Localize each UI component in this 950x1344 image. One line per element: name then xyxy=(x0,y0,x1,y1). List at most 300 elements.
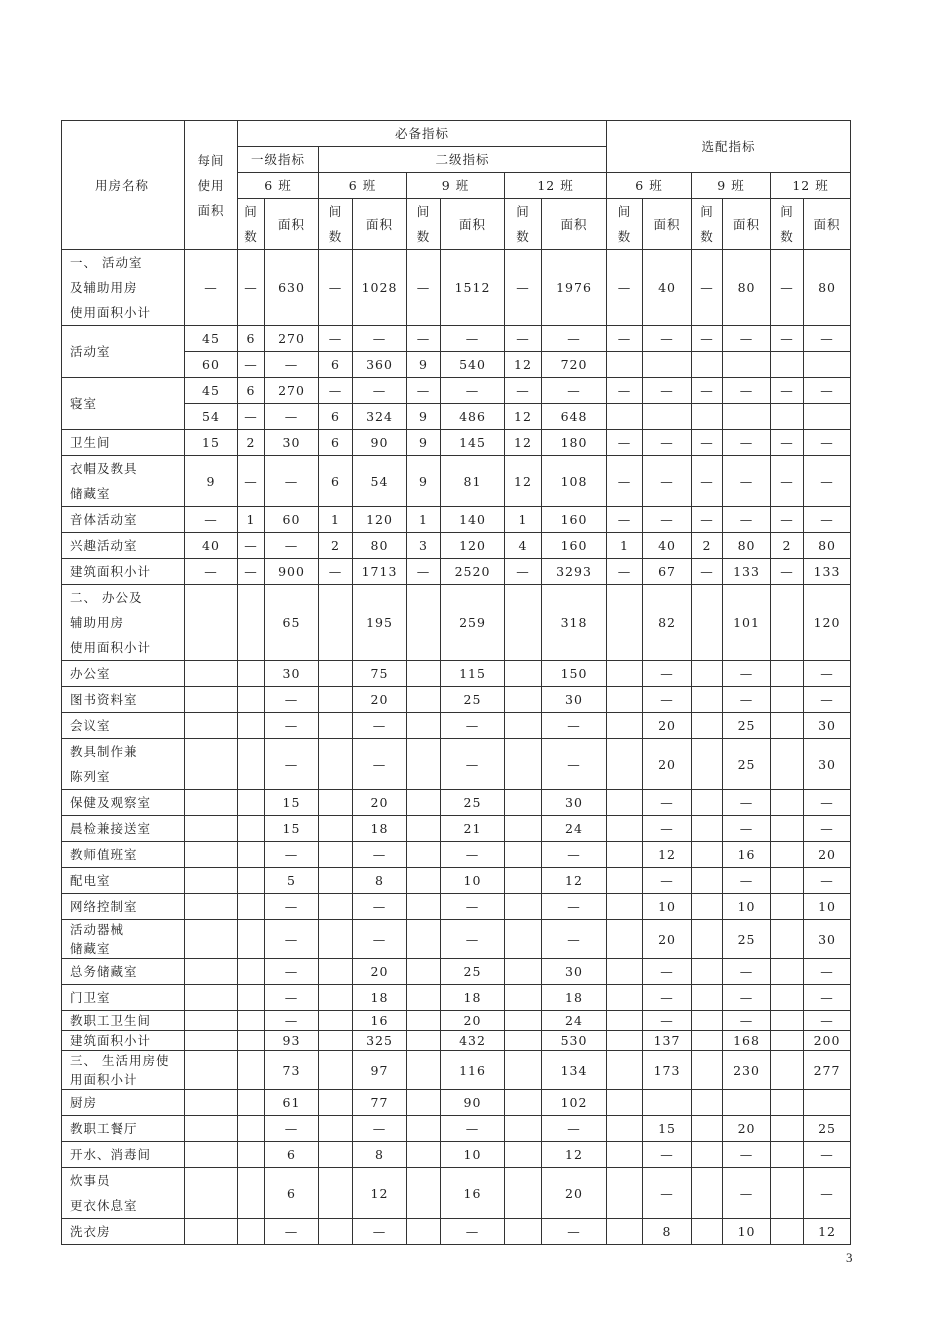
table-row xyxy=(62,507,851,533)
area-cell: — xyxy=(804,507,851,533)
room-count-cell xyxy=(607,985,643,1011)
room-name-cell xyxy=(62,1168,185,1219)
room-name-cell xyxy=(62,1219,185,1245)
room-name-line: 陈列室 xyxy=(70,769,111,784)
room-count-cell: — xyxy=(238,250,265,326)
area-cell: 324 xyxy=(353,404,407,430)
area-cell: 318 xyxy=(542,585,607,661)
table-row xyxy=(62,985,851,1011)
area-cell: — xyxy=(643,378,692,404)
room-count-cell: — xyxy=(238,352,265,378)
room-count-cell xyxy=(407,894,441,920)
area-cell: 20 xyxy=(643,713,692,739)
required-indicators-header: 必备指标 xyxy=(238,121,607,147)
room-count-cell: — xyxy=(505,378,542,404)
area-cell: 10 xyxy=(643,894,692,920)
room-count-cell xyxy=(771,1116,804,1142)
area-cell: — xyxy=(804,661,851,687)
per-room-area-cell xyxy=(185,1168,238,1219)
area-cell: 80 xyxy=(804,250,851,326)
room-count-cell xyxy=(238,713,265,739)
room-count-cell xyxy=(319,1142,353,1168)
count-label: 间 xyxy=(516,204,530,219)
room-name-line: 兴趣活动室 xyxy=(70,538,138,553)
per-room-area-cell: — xyxy=(185,250,238,326)
room-count-cell xyxy=(505,661,542,687)
room-count-cell: 9 xyxy=(407,430,441,456)
area-cell: 168 xyxy=(723,1031,771,1051)
room-count-cell xyxy=(505,585,542,661)
room-count-cell xyxy=(407,959,441,985)
room-count-cell: — xyxy=(319,559,353,585)
area-cell: 18 xyxy=(441,985,505,1011)
room-name-line: 建筑面积小计 xyxy=(70,1032,152,1048)
room-name-line: 门卫室 xyxy=(70,990,111,1005)
table-row xyxy=(62,687,851,713)
room-count-cell: — xyxy=(607,326,643,352)
area-cell: — xyxy=(265,1011,319,1031)
room-count-cell xyxy=(319,920,353,959)
area-cell: 102 xyxy=(542,1090,607,1116)
per-room-area-cell: 54 xyxy=(185,404,238,430)
room-count-cell: — xyxy=(238,559,265,585)
room-count-header xyxy=(238,199,265,250)
per-room-area-cell: 45 xyxy=(185,378,238,404)
area-cell: 82 xyxy=(643,585,692,661)
area-cell: — xyxy=(265,959,319,985)
count-label: 间 xyxy=(328,204,343,219)
room-name-line: 晨检兼接送室 xyxy=(70,821,152,836)
room-name-line: 活动器械 xyxy=(70,922,125,937)
room-count-cell: 6 xyxy=(319,456,353,507)
room-count-cell xyxy=(238,1031,265,1051)
area-cell: 195 xyxy=(353,585,407,661)
area-cell: 97 xyxy=(353,1051,407,1090)
room-count-cell: 3 xyxy=(407,533,441,559)
area-cell: 150 xyxy=(542,661,607,687)
area-cell: 30 xyxy=(542,790,607,816)
area-cell: 3293 xyxy=(542,559,607,585)
room-count-cell xyxy=(771,959,804,985)
room-count-cell xyxy=(607,585,643,661)
room-count-cell xyxy=(607,687,643,713)
room-count-cell xyxy=(607,404,643,430)
room-count-cell xyxy=(505,1168,542,1219)
area-cell xyxy=(643,1090,692,1116)
room-count-cell xyxy=(407,842,441,868)
area-cell: — xyxy=(353,894,407,920)
room-count-cell xyxy=(771,1011,804,1031)
area-cell: 720 xyxy=(542,352,607,378)
area-cell: — xyxy=(643,661,692,687)
count-label: 间 xyxy=(244,204,258,219)
table-row xyxy=(62,894,851,920)
room-count-cell xyxy=(319,1116,353,1142)
room-count-cell: 12 xyxy=(505,456,542,507)
area-cell: 259 xyxy=(441,585,505,661)
area-cell: 80 xyxy=(804,533,851,559)
room-count-cell: 12 xyxy=(505,404,542,430)
room-count-cell: 9 xyxy=(407,352,441,378)
room-count-cell xyxy=(505,959,542,985)
room-count-cell xyxy=(407,1116,441,1142)
area-cell xyxy=(804,404,851,430)
class-size-header: 6 班 xyxy=(319,173,407,199)
area-cell: 20 xyxy=(441,1011,505,1031)
area-cell: 90 xyxy=(441,1090,505,1116)
area-cell: — xyxy=(643,326,692,352)
area-cell: 15 xyxy=(265,816,319,842)
area-cell: 133 xyxy=(723,559,771,585)
area-cell: 6 xyxy=(265,1168,319,1219)
area-cell: 900 xyxy=(265,559,319,585)
room-count-cell: 6 xyxy=(319,352,353,378)
area-cell: 30 xyxy=(804,920,851,959)
room-count-cell: — xyxy=(771,378,804,404)
class-size-header: 9 班 xyxy=(407,173,505,199)
class-size-header: 12 班 xyxy=(771,173,851,199)
room-count-cell: — xyxy=(771,456,804,507)
room-count-cell: — xyxy=(692,326,723,352)
room-count-cell: — xyxy=(771,326,804,352)
area-cell: — xyxy=(542,1219,607,1245)
room-count-cell: — xyxy=(692,456,723,507)
room-name-cell xyxy=(62,816,185,842)
area-cell: — xyxy=(265,920,319,959)
area-cell: 432 xyxy=(441,1031,505,1051)
per-room-area-cell xyxy=(185,661,238,687)
room-count-cell xyxy=(319,894,353,920)
area-cell: 540 xyxy=(441,352,505,378)
per-room-area-cell xyxy=(185,985,238,1011)
room-name-line: 使用面积小计 xyxy=(70,640,152,655)
room-count-cell: 1 xyxy=(319,507,353,533)
area-cell: — xyxy=(723,430,771,456)
area-cell: 173 xyxy=(643,1051,692,1090)
room-count-cell xyxy=(607,959,643,985)
per-room-area-cell xyxy=(185,1116,238,1142)
area-cell: — xyxy=(643,959,692,985)
room-count-cell: 2 xyxy=(238,430,265,456)
class-size-header: 6 班 xyxy=(238,173,319,199)
room-name-line: 活动室 xyxy=(70,344,111,359)
area-cell: — xyxy=(804,985,851,1011)
area-cell: — xyxy=(265,1116,319,1142)
room-count-cell xyxy=(319,1168,353,1219)
area-cell: — xyxy=(804,456,851,507)
optional-indicators-header: 选配指标 xyxy=(607,121,851,173)
room-count-cell xyxy=(505,1219,542,1245)
room-name-cell xyxy=(62,985,185,1011)
area-cell: — xyxy=(265,352,319,378)
room-count-cell xyxy=(771,713,804,739)
room-count-cell xyxy=(607,1142,643,1168)
area-cell: — xyxy=(542,713,607,739)
area-cell: 67 xyxy=(643,559,692,585)
room-count-cell xyxy=(319,868,353,894)
room-count-cell xyxy=(692,1116,723,1142)
area-cell: — xyxy=(723,507,771,533)
area-cell xyxy=(643,404,692,430)
area-cell: 16 xyxy=(723,842,771,868)
room-name-line: 储藏室 xyxy=(70,486,111,501)
room-count-cell xyxy=(692,1168,723,1219)
area-cell: 75 xyxy=(353,661,407,687)
area-cell: — xyxy=(804,816,851,842)
room-count-cell xyxy=(692,404,723,430)
room-name-cell xyxy=(62,1051,185,1090)
area-cell xyxy=(723,1090,771,1116)
room-count-cell xyxy=(771,1090,804,1116)
area-cell: 93 xyxy=(265,1031,319,1051)
room-count-cell xyxy=(607,352,643,378)
table-row xyxy=(62,430,851,456)
area-cell: 20 xyxy=(804,842,851,868)
count-label: 数 xyxy=(617,229,632,244)
area-cell: 12 xyxy=(542,868,607,894)
room-count-cell xyxy=(407,739,441,790)
area-cell: — xyxy=(804,378,851,404)
room-count-cell: — xyxy=(319,378,353,404)
room-name-cell xyxy=(62,713,185,739)
area-cell: 160 xyxy=(542,533,607,559)
room-count-cell xyxy=(319,1090,353,1116)
room-count-cell: — xyxy=(607,507,643,533)
room-name-line: 使用面积小计 xyxy=(70,305,152,320)
room-count-cell xyxy=(407,1090,441,1116)
area-cell: 15 xyxy=(643,1116,692,1142)
room-count-cell xyxy=(238,790,265,816)
count-label: 数 xyxy=(416,229,431,244)
room-count-cell xyxy=(505,1031,542,1051)
area-cell: — xyxy=(804,430,851,456)
area-cell: — xyxy=(353,326,407,352)
per-room-area-cell xyxy=(185,959,238,985)
area-cell: 230 xyxy=(723,1051,771,1090)
area-cell: 65 xyxy=(265,585,319,661)
count-label: 数 xyxy=(328,229,343,244)
area-cell: 120 xyxy=(804,585,851,661)
room-count-cell xyxy=(692,1142,723,1168)
per-room-area-cell xyxy=(185,1031,238,1051)
header-row-1 xyxy=(62,121,851,147)
room-count-cell xyxy=(692,1051,723,1090)
area-cell: 200 xyxy=(804,1031,851,1051)
area-cell: — xyxy=(804,1142,851,1168)
area-cell: — xyxy=(265,713,319,739)
room-count-cell xyxy=(692,1011,723,1031)
area-cell: — xyxy=(441,713,505,739)
room-name-line: 及辅助用房 xyxy=(70,280,138,295)
room-name-cell xyxy=(62,1011,185,1031)
count-label: 数 xyxy=(244,229,258,244)
room-count-cell xyxy=(407,687,441,713)
room-count-cell xyxy=(407,1142,441,1168)
room-name-cell xyxy=(62,378,185,430)
per-room-area-cell: — xyxy=(185,559,238,585)
room-count-cell xyxy=(771,868,804,894)
room-count-cell: — xyxy=(407,559,441,585)
area-cell: 277 xyxy=(804,1051,851,1090)
room-name-cell xyxy=(62,661,185,687)
room-count-cell xyxy=(607,661,643,687)
table-row xyxy=(62,816,851,842)
room-count-cell xyxy=(771,920,804,959)
room-count-cell xyxy=(692,739,723,790)
area-cell: — xyxy=(265,739,319,790)
room-count-cell xyxy=(505,985,542,1011)
table-row xyxy=(62,739,851,790)
room-count-cell xyxy=(505,868,542,894)
area-cell: — xyxy=(723,868,771,894)
room-name-line: 洗衣房 xyxy=(70,1224,111,1239)
area-cell xyxy=(723,404,771,430)
area-cell: — xyxy=(643,1011,692,1031)
room-count-cell xyxy=(771,661,804,687)
room-count-cell xyxy=(407,1219,441,1245)
area-cell: — xyxy=(353,713,407,739)
room-name-cell xyxy=(62,430,185,456)
area-cell xyxy=(723,352,771,378)
table-row xyxy=(62,790,851,816)
room-count-header xyxy=(607,199,643,250)
area-cell xyxy=(804,1090,851,1116)
area-cell: — xyxy=(723,1168,771,1219)
room-count-cell xyxy=(692,894,723,920)
room-count-cell xyxy=(771,687,804,713)
area-header: 面积 xyxy=(441,199,505,250)
room-count-cell: — xyxy=(692,507,723,533)
room-name-cell xyxy=(62,456,185,507)
room-count-header xyxy=(319,199,353,250)
room-name-line: 开水、消毒间 xyxy=(70,1147,152,1162)
area-cell: 10 xyxy=(804,894,851,920)
table-row xyxy=(62,868,851,894)
room-count-cell: — xyxy=(771,559,804,585)
per-room-area-cell xyxy=(185,816,238,842)
area-cell: 120 xyxy=(441,533,505,559)
room-count-cell xyxy=(771,1051,804,1090)
area-header: 面积 xyxy=(804,199,851,250)
area-header: 面积 xyxy=(265,199,319,250)
count-label: 间 xyxy=(700,204,714,219)
area-cell: 12 xyxy=(542,1142,607,1168)
area-cell: 10 xyxy=(723,1219,771,1245)
area-cell: 10 xyxy=(441,1142,505,1168)
area-cell: — xyxy=(265,456,319,507)
room-count-cell xyxy=(238,1219,265,1245)
area-cell: — xyxy=(441,1116,505,1142)
room-name-line: 储藏室 xyxy=(70,941,111,956)
per-room-area-cell: 60 xyxy=(185,352,238,378)
room-name-line: 更衣休息室 xyxy=(70,1198,138,1213)
room-name-cell xyxy=(62,507,185,533)
area-cell: 81 xyxy=(441,456,505,507)
room-name-line: 辅助用房 xyxy=(70,615,125,630)
room-count-cell xyxy=(692,713,723,739)
area-header: 面积 xyxy=(643,199,692,250)
area-cell: — xyxy=(804,868,851,894)
table-row xyxy=(62,1142,851,1168)
per-room-area-cell: 15 xyxy=(185,430,238,456)
area-cell: 90 xyxy=(353,430,407,456)
area-cell: 145 xyxy=(441,430,505,456)
room-count-cell xyxy=(692,585,723,661)
room-count-cell: 9 xyxy=(407,404,441,430)
area-cell: — xyxy=(441,920,505,959)
area-header: 面积 xyxy=(542,199,607,250)
room-name-cell xyxy=(62,739,185,790)
room-count-cell xyxy=(692,816,723,842)
room-name-line: 配电室 xyxy=(70,873,111,888)
table-row xyxy=(62,713,851,739)
room-count-cell: — xyxy=(407,378,441,404)
room-count-cell: 2 xyxy=(692,533,723,559)
area-cell: 25 xyxy=(804,1116,851,1142)
room-count-header xyxy=(505,199,542,250)
area-cell: 270 xyxy=(265,326,319,352)
area-cell: 133 xyxy=(804,559,851,585)
area-cell: 20 xyxy=(353,687,407,713)
room-count-cell xyxy=(319,816,353,842)
room-count-cell xyxy=(238,661,265,687)
area-cell: 77 xyxy=(353,1090,407,1116)
table-row xyxy=(62,1116,851,1142)
area-cell: 30 xyxy=(542,687,607,713)
page-number: 3 xyxy=(846,1250,853,1265)
per-room-area-cell xyxy=(185,713,238,739)
room-name-line: 卫生间 xyxy=(70,435,111,450)
room-count-cell xyxy=(319,687,353,713)
table-row xyxy=(62,661,851,687)
room-count-cell xyxy=(607,1168,643,1219)
area-cell: 15 xyxy=(265,790,319,816)
per-room-area-cell xyxy=(185,920,238,959)
table-row xyxy=(62,585,851,661)
room-count-cell xyxy=(692,842,723,868)
per-room-area-line: 每间 xyxy=(197,152,225,168)
area-cell: 18 xyxy=(353,985,407,1011)
room-count-cell xyxy=(407,920,441,959)
area-cell: — xyxy=(542,894,607,920)
room-name-line: 厨房 xyxy=(70,1095,98,1110)
area-cell: — xyxy=(265,842,319,868)
area-cell: 25 xyxy=(441,790,505,816)
area-header: 面积 xyxy=(353,199,407,250)
area-cell xyxy=(804,352,851,378)
room-count-cell: — xyxy=(319,250,353,326)
room-name-line: 音体活动室 xyxy=(70,512,138,527)
area-cell: — xyxy=(441,842,505,868)
area-cell: — xyxy=(804,1011,851,1031)
room-count-cell xyxy=(771,1219,804,1245)
area-cell: 8 xyxy=(643,1219,692,1245)
table-row xyxy=(62,959,851,985)
per-room-area-line: 使用 xyxy=(197,177,225,193)
area-cell: 120 xyxy=(353,507,407,533)
room-name-line: 三、 生活用房使 xyxy=(70,1053,170,1068)
room-count-cell xyxy=(407,1051,441,1090)
per-room-area-cell xyxy=(185,687,238,713)
table-row xyxy=(62,559,851,585)
table-row xyxy=(62,1031,851,1051)
room-count-cell xyxy=(505,816,542,842)
table-row xyxy=(62,1011,851,1031)
area-cell: 116 xyxy=(441,1051,505,1090)
area-cell: — xyxy=(643,1168,692,1219)
room-name-cell xyxy=(62,1090,185,1116)
room-count-cell: — xyxy=(238,404,265,430)
